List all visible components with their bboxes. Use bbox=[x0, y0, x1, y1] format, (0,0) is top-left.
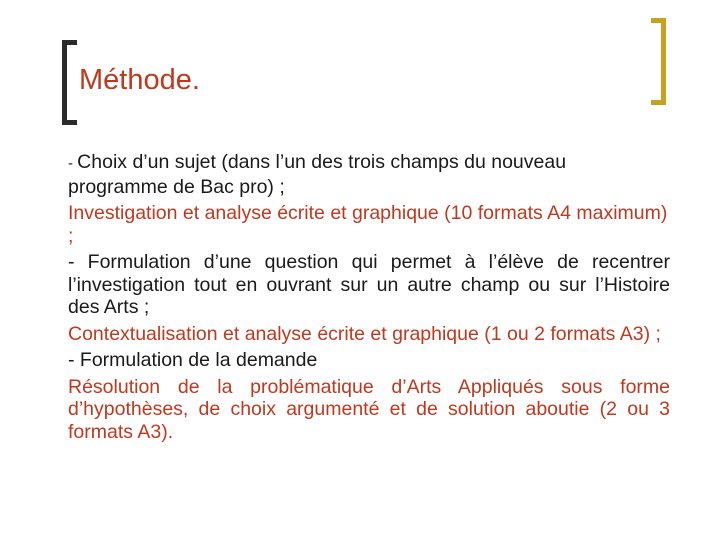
paragraph-text: Formulation d’une question qui permet à l’élève de recentrer l’investigation tout en ouvrant sur un autre champ ou sur l’Histoire des Arts ; bbox=[68, 251, 670, 318]
paragraph-resolution bbox=[68, 376, 670, 444]
paragraph-text: Contextualisation et analyse écrite et graphique (1 ou 2 formats A3) ; bbox=[68, 322, 661, 345]
paragraph-formulation-question bbox=[68, 251, 670, 319]
paragraph-formulation-demande bbox=[68, 349, 670, 372]
paragraph-text: Investigation et analyse écrite et graphique (10 formats A4 maximum) ; bbox=[68, 202, 668, 247]
slide-title: Méthode. bbox=[79, 64, 200, 96]
paragraph-contextualisation bbox=[68, 323, 670, 346]
paragraph-choix-sujet bbox=[68, 151, 670, 198]
paragraph-text: Résolution de la problématique d’Arts Appliqués sous forme d’hypothèses, de choix argumenté et de solution aboutie (2 ou 3 formats A3). bbox=[68, 375, 670, 443]
paragraph-text: Choix d’un sujet (dans l’un des trois champs du nouveau programme de Bac pro) ; bbox=[68, 151, 567, 198]
paragraph-dash: - bbox=[68, 349, 80, 371]
right-bracket-decoration bbox=[651, 18, 666, 105]
slide-body bbox=[68, 151, 670, 447]
paragraph-dash: - bbox=[68, 251, 88, 273]
paragraph-dash: - bbox=[68, 155, 78, 172]
paragraph-investigation bbox=[68, 202, 670, 247]
paragraph-text: Formulation de la demande bbox=[79, 349, 318, 371]
left-bracket-decoration bbox=[62, 40, 77, 125]
